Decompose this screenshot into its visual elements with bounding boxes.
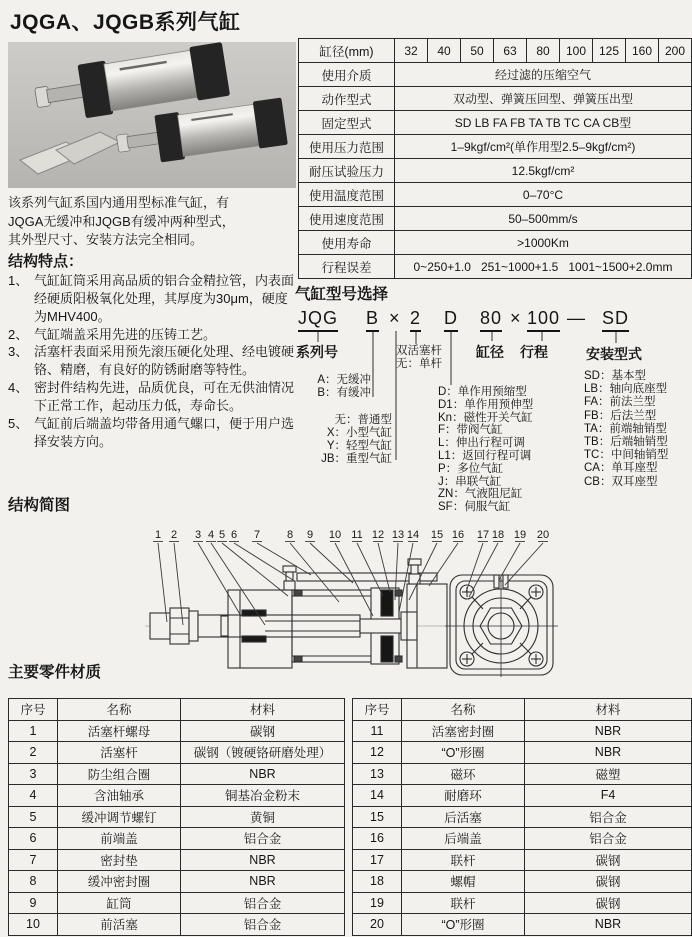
diagram-callout-number: 6	[230, 529, 238, 541]
mounting-option: CA：单耳座型	[584, 462, 658, 475]
intro-description-line: JQGA无缓冲和JQGB有缓冲两种型式，	[8, 213, 235, 229]
diagram-callout-number: 11	[351, 529, 363, 541]
function-options	[438, 386, 533, 514]
spec-row	[299, 111, 692, 135]
model-token: ×	[510, 308, 522, 328]
cushion-option: B：有缓冲	[317, 387, 371, 399]
feature-number: 2、	[8, 326, 29, 342]
spec-cell-value: 80	[527, 39, 560, 63]
feature-text: 活塞杆表面采用预先滚压硬化处理、经电镀硬铬、精磨，有良好的防锈耐磨等特性。	[34, 344, 295, 378]
material-material: 碳钢	[525, 892, 692, 914]
mounting-option: FA：前法兰型	[584, 396, 656, 409]
mounting-option: TC：中间轴销型	[584, 449, 669, 462]
function-option: L1：返回行程可调	[438, 449, 532, 462]
material-name: 缸筒	[58, 892, 181, 914]
material-name: 联杆	[402, 849, 525, 871]
material-name: 活塞密封圈	[402, 720, 525, 742]
model-token: —	[567, 308, 586, 328]
materials-row	[9, 871, 345, 893]
diagram-callout-number: 1	[154, 529, 162, 541]
spec-row-label: 使用介质	[299, 63, 395, 87]
material-material: NBR	[525, 720, 692, 742]
function-option: L：伸出行程可调	[438, 437, 525, 450]
material-material: NBR	[181, 871, 345, 893]
function-option: F：带阀气缸	[438, 424, 503, 437]
materials-header-cell: 序号	[9, 699, 58, 721]
materials-row	[9, 828, 345, 850]
spec-table	[298, 38, 692, 279]
model-token: JQG	[298, 308, 338, 332]
spec-cell-value: 100	[560, 39, 593, 63]
mounting-option: FB：后法兰型	[584, 409, 657, 422]
feature-text: 密封件结构先进，品质优良，可在无供油情况下正常工作，起动压力低，寿命长。	[34, 380, 295, 414]
material-name: 前活塞	[58, 914, 181, 936]
features-list	[8, 272, 298, 451]
diagram-callout-number: 12	[371, 529, 385, 541]
materials-row	[9, 742, 345, 764]
diagram-callout-number: 14	[406, 529, 420, 541]
material-no: 10	[9, 914, 58, 936]
materials-header-cell: 序号	[353, 699, 402, 721]
diagram-callout-number: 13	[391, 529, 405, 541]
materials-table-left-body	[9, 699, 345, 936]
model-token: SD	[602, 308, 629, 332]
materials-row	[353, 763, 692, 785]
materials-header-cell: 名称	[58, 699, 181, 721]
spec-row	[299, 159, 692, 183]
spec-row-value: 0~250+1.0 251~1000+1.5 1001~1500+2.0mm	[395, 255, 692, 279]
cushion-option: A：无缓冲	[317, 374, 371, 386]
diagram-callout-number: 8	[286, 529, 294, 541]
model-token: ×	[389, 308, 401, 328]
feature-text: 气缸前后端盖均带备用通气螺口，便于用户选择安装方向。	[34, 416, 295, 449]
material-no: 18	[353, 871, 402, 893]
intro-description-line: 该系列气缸系国内通用型标准气缸，有	[8, 195, 230, 210]
materials-row	[353, 828, 692, 850]
material-name: 后端盖	[402, 828, 525, 850]
material-material: 黄铜	[181, 806, 345, 828]
diagram-callout-number: 20	[536, 529, 550, 541]
spec-cell-value: 160	[626, 39, 659, 63]
materials-row	[9, 914, 345, 936]
materials-row	[9, 806, 345, 828]
model-token: B	[366, 308, 379, 332]
material-material: NBR	[181, 763, 345, 785]
spec-cell-value: 50	[461, 39, 494, 63]
diagram-callout-number: 17	[476, 529, 490, 541]
diagram-callout-number: 5	[218, 529, 226, 541]
spec-row	[299, 255, 692, 279]
model-label-mounting: 安装型式	[586, 346, 642, 362]
structure-diagram	[145, 526, 569, 678]
mounting-option: LB：轴向底座型	[584, 383, 668, 396]
spec-row-value: 双动型、弹簧压回型、弹簧压出型	[395, 87, 692, 111]
feature-item	[8, 343, 298, 379]
material-material: 碳钢	[525, 871, 692, 893]
material-name: 活塞杆螺母	[58, 720, 181, 742]
material-no: 13	[353, 763, 402, 785]
model-selection-heading: 气缸型号选择	[295, 286, 389, 303]
size-option: JB：重型气缸	[321, 453, 392, 465]
spec-row	[299, 183, 692, 207]
material-material: 铝合金	[181, 828, 345, 850]
material-name: 磁环	[402, 763, 525, 785]
feature-number: 3、	[8, 344, 29, 360]
diagram-callout-number: 7	[253, 529, 261, 541]
spec-table-body	[299, 39, 692, 279]
intro-description-line: 其外型尺寸、安装方法完全相同。	[8, 232, 204, 248]
spec-row-label: 使用压力范围	[299, 135, 395, 159]
spec-cell-value: 63	[494, 39, 527, 63]
material-material: F4	[525, 785, 692, 807]
diagram-callout-number: 18	[491, 529, 505, 541]
feature-number: 5、	[8, 416, 29, 432]
mounting-options	[584, 370, 668, 489]
model-label-single-rod: 无：单杆	[396, 358, 442, 370]
spec-row-value: SD LB FA FB TA TB TC CA CB型	[395, 111, 692, 135]
material-no: 3	[9, 763, 58, 785]
material-material: NBR	[181, 849, 345, 871]
mounting-option: CB：双耳座型	[584, 475, 658, 488]
page-title: JQGA、JQGB系列气缸	[10, 11, 241, 34]
cylinder-cross-section	[145, 559, 447, 668]
materials-header-cell: 名称	[402, 699, 525, 721]
material-no: 9	[9, 892, 58, 914]
diagram-callout-number: 16	[451, 529, 465, 541]
material-no: 11	[353, 720, 402, 742]
size-option: Y：轻型气缸	[326, 440, 392, 452]
materials-table-right-body	[353, 699, 692, 936]
diagram-callout-number: 4	[207, 529, 215, 541]
spec-row-label: 行程误差	[299, 255, 395, 279]
mounting-option: TA：前端轴销型	[584, 422, 667, 435]
materials-row	[9, 785, 345, 807]
material-no: 4	[9, 785, 58, 807]
spec-row-value: 12.5kgf/cm²	[395, 159, 692, 183]
spec-row-label: 耐压试验压力	[299, 159, 395, 183]
materials-row	[353, 806, 692, 828]
material-name: 密封垫	[58, 849, 181, 871]
structure-diagram-heading: 结构简图	[8, 497, 71, 514]
material-no: 19	[353, 892, 402, 914]
cylinder-front-view	[445, 575, 558, 677]
size-option: 无：普通型	[334, 414, 392, 426]
function-option: P：多位气缸	[438, 462, 504, 475]
spec-row	[299, 63, 692, 87]
model-token: 100	[527, 308, 560, 332]
spec-cell-value: 200	[659, 39, 692, 63]
diagram-callout-number: 19	[513, 529, 527, 541]
feature-number: 1、	[8, 272, 29, 288]
diagram-svg	[145, 526, 569, 678]
materials-row	[353, 720, 692, 742]
materials-row	[9, 720, 345, 742]
material-material: 铝合金	[525, 806, 692, 828]
diagram-callout-number: 2	[170, 529, 178, 541]
material-material: 铝合金	[181, 892, 345, 914]
model-label-series: 系列号	[296, 344, 338, 360]
spec-row-label: 动作型式	[299, 87, 395, 111]
size-option: X：小型气缸	[326, 427, 392, 439]
materials-row	[353, 849, 692, 871]
materials-header-cell: 材料	[181, 699, 345, 721]
model-label-bore: 缸径	[476, 344, 504, 360]
feature-item	[8, 272, 298, 326]
model-label-double-rod: 双活塞杆	[396, 345, 442, 357]
material-material: NBR	[525, 914, 692, 936]
spec-cell-value: 40	[428, 39, 461, 63]
material-no: 2	[9, 742, 58, 764]
material-name: 防尘组合圈	[58, 763, 181, 785]
material-name: 耐磨环	[402, 785, 525, 807]
material-material: 碳钢（镀硬铬研磨处理）	[181, 742, 345, 764]
materials-row	[9, 892, 345, 914]
feature-item	[8, 326, 298, 344]
feature-number: 4、	[8, 380, 29, 396]
material-no: 5	[9, 806, 58, 828]
materials-row	[353, 742, 692, 764]
spec-row-value: 1–9kgf/cm²(单作用型2.5–9kgf/cm²)	[395, 135, 692, 159]
material-name: 螺帽	[402, 871, 525, 893]
materials-table-right	[352, 698, 692, 936]
diagram-callout-number: 9	[306, 529, 314, 541]
size-options	[310, 414, 392, 466]
material-no: 12	[353, 742, 402, 764]
model-token: 2	[410, 308, 421, 332]
product-photo	[8, 42, 296, 188]
spec-row	[299, 87, 692, 111]
materials-row	[353, 914, 692, 936]
materials-row	[353, 892, 692, 914]
spec-cell-value: 125	[593, 39, 626, 63]
spec-row-label: 固定型式	[299, 111, 395, 135]
material-name: 缓冲调节螺钉	[58, 806, 181, 828]
cushion-options	[316, 374, 371, 400]
materials-header-row	[9, 699, 345, 721]
feature-text: 气缸缸筒采用高品质的铝合金精拉管，内表面经硬质阳极氧化处理，其厚度为30μm，硬度为MHV400。	[34, 272, 295, 324]
spec-row-value: 50–500mm/s	[395, 207, 692, 231]
material-no: 6	[9, 828, 58, 850]
material-name: “O”形圈	[402, 914, 525, 936]
material-material: 铝合金	[525, 828, 692, 850]
materials-row	[9, 763, 345, 785]
material-material: 磁塑	[525, 763, 692, 785]
feature-text: 气缸端盖采用先进的压铸工艺。	[34, 326, 217, 342]
model-token: D	[444, 308, 458, 332]
material-no: 20	[353, 914, 402, 936]
spec-row-value: 经过滤的压缩空气	[395, 63, 692, 87]
spec-row-label: 使用寿命	[299, 231, 395, 255]
materials-row	[353, 785, 692, 807]
features-heading: 结构特点：	[8, 252, 84, 270]
diagram-callout-number: 3	[194, 529, 202, 541]
spec-row	[299, 231, 692, 255]
cylinder-photo-illustration	[8, 42, 296, 188]
function-option: SF：伺服气缸	[438, 501, 511, 514]
material-material: 铝合金	[181, 914, 345, 936]
model-label-stroke: 行程	[520, 344, 548, 360]
material-name: 缓冲密封圈	[58, 871, 181, 893]
diagram-callout-number: 10	[328, 529, 342, 541]
function-option: D1：单作用预伸型	[438, 398, 534, 411]
feature-item	[8, 415, 298, 451]
material-material: 碳钢	[181, 720, 345, 742]
materials-header-cell: 材料	[525, 699, 692, 721]
diagram-callout-number: 15	[430, 529, 444, 541]
spec-row	[299, 207, 692, 231]
spec-row	[299, 135, 692, 159]
intro-block	[8, 194, 298, 451]
spec-row-label: 使用温度范围	[299, 183, 395, 207]
material-no: 1	[9, 720, 58, 742]
material-material: NBR	[525, 742, 692, 764]
materials-table-left	[8, 698, 345, 936]
spec-cell-value: 32	[395, 39, 428, 63]
mounting-option: SD：基本型	[584, 370, 646, 382]
function-option: Kn：磁性开关气缸	[438, 411, 533, 424]
material-no: 17	[353, 849, 402, 871]
material-no: 7	[9, 849, 58, 871]
spec-row-value: >1000Km	[395, 231, 692, 255]
materials-heading: 主要零件材质	[8, 664, 102, 681]
material-name: 后活塞	[402, 806, 525, 828]
material-name: 联杆	[402, 892, 525, 914]
materials-row	[353, 871, 692, 893]
material-material: 铜基冶金粉末	[181, 785, 345, 807]
material-name: 活塞杆	[58, 742, 181, 764]
mounting-option: TB：后端轴销型	[584, 436, 668, 449]
material-no: 14	[353, 785, 402, 807]
material-no: 16	[353, 828, 402, 850]
spec-row	[299, 39, 692, 63]
model-selection	[290, 300, 692, 516]
spec-row-label: 缸径(mm)	[299, 39, 395, 63]
material-material: 碳钢	[525, 849, 692, 871]
intro-description	[8, 194, 298, 250]
function-option: J：串联气缸	[438, 475, 502, 488]
function-option: D：单作用预缩型	[438, 386, 527, 398]
feature-item	[8, 379, 298, 415]
model-token: 80	[480, 308, 502, 332]
materials-row	[9, 849, 345, 871]
spec-row-label: 使用速度范围	[299, 207, 395, 231]
material-no: 8	[9, 871, 58, 893]
spec-row-value: 0–70°C	[395, 183, 692, 207]
function-option: ZN：气液阻尼缸	[438, 488, 523, 501]
materials-header-row	[353, 699, 692, 721]
material-name: 前端盖	[58, 828, 181, 850]
material-name: “O”形圈	[402, 742, 525, 764]
material-name: 含油轴承	[58, 785, 181, 807]
material-no: 15	[353, 806, 402, 828]
